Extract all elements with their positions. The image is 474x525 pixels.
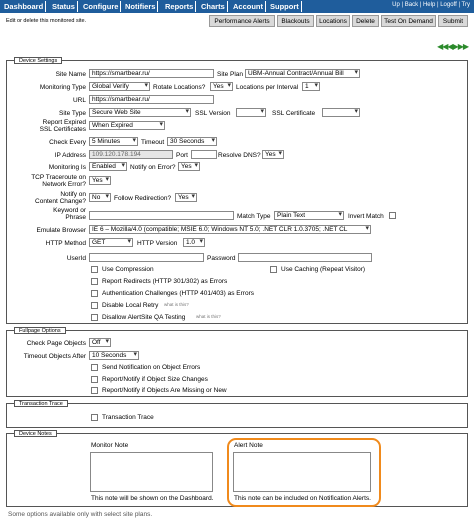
port-label: Port (176, 152, 188, 159)
resolve-dns-label: Resolve DNS? (218, 152, 261, 159)
tab-reports[interactable]: Reports (163, 1, 196, 12)
invert-match-label: Invert Match (348, 213, 384, 220)
report-size-checkbox[interactable] (91, 376, 98, 383)
disable-local-retry-label: Disable Local Retry (102, 302, 159, 309)
submit-button[interactable]: Submit (438, 15, 468, 27)
site-name-input[interactable]: https://smartbear.ru/ (89, 69, 214, 78)
locations-per-interval-label: Locations per Interval (236, 84, 299, 91)
tcp-traceroute-label-1: TCP Traceroute on (31, 174, 86, 181)
blackouts-button[interactable]: Blackouts (277, 15, 314, 27)
monitor-note-label: Monitor Note (91, 442, 129, 449)
notify-on-error-select[interactable]: Yes ▾ (178, 162, 200, 171)
monitoring-type-label: Monitoring Type (39, 84, 86, 91)
ssl-version-label: SSL Version (195, 110, 231, 117)
use-compression-label: Use Compression (102, 266, 154, 273)
keyword-label-1: Keyword or (53, 207, 86, 214)
rotate-locations-label: Rotate Locations? (153, 84, 206, 91)
disallow-qa-label: Disallow AlertSite QA Testing (102, 314, 186, 321)
send-notification-checkbox[interactable] (91, 364, 98, 371)
check-page-objects-label: Check Page Objects (26, 340, 86, 347)
alert-note-textarea[interactable] (233, 452, 371, 492)
url-input[interactable]: https://smartbear.ru/ (89, 95, 214, 104)
http-method-label: HTTP Method (45, 240, 86, 247)
site-name-label: Site Name (55, 71, 86, 78)
site-type-select[interactable]: Secure Web Site ▾ (89, 108, 191, 117)
follow-redirection-label: Follow Redirection? (114, 195, 172, 202)
notify-content-label-2: Content Change? (35, 198, 86, 205)
http-method-select[interactable]: GET ▾ (89, 238, 133, 247)
ssl-certificate-label: SSL Certificate (272, 110, 316, 117)
test-on-demand-button[interactable]: Test On Demand (381, 15, 436, 27)
tab-dashboard[interactable]: Dashboard (2, 1, 46, 12)
alert-note-hint: This note can be included on Notification Alerts. (234, 495, 371, 502)
ip-address-label: IP Address (54, 152, 86, 159)
http-version-label: HTTP Version (137, 240, 178, 247)
footer-note: Some options available only with select site plans. (8, 511, 153, 518)
use-caching-label: Use Caching (Repeat Visitor) (281, 266, 366, 273)
tcp-traceroute-select[interactable]: Yes ▾ (89, 176, 111, 185)
http-version-select[interactable]: 1.0 ▾ (183, 238, 205, 247)
page-hint: Edit or delete this monitored site. (6, 18, 87, 24)
keyword-input[interactable] (89, 211, 234, 220)
tab-account[interactable]: Account (231, 1, 266, 12)
delete-button[interactable]: Delete (352, 15, 379, 27)
tab-support[interactable]: Support (268, 1, 302, 12)
password-label: Password (207, 255, 236, 262)
report-expired-label-1: Report Expired (42, 119, 86, 126)
site-type-label: Site Type (59, 110, 86, 117)
send-notification-label: Send Notification on Object Errors (102, 364, 201, 371)
disable-local-retry-help-link[interactable]: what is this? (164, 302, 189, 307)
transaction-trace-section (6, 403, 468, 428)
password-input[interactable] (238, 253, 372, 262)
check-every-select[interactable]: 5 Minutes ▾ (89, 137, 138, 146)
invert-match-checkbox[interactable] (389, 212, 396, 219)
ip-address-input[interactable]: 109.120.178.194 (89, 150, 173, 159)
rotate-locations-select[interactable]: Yes ▾ (210, 82, 233, 91)
disallow-qa-checkbox[interactable] (91, 314, 98, 321)
userid-label: UserId (66, 255, 86, 262)
match-type-select[interactable]: Plain Text ▾ (274, 211, 344, 220)
report-missing-checkbox[interactable] (91, 387, 98, 394)
device-notes-label: Device Notes (14, 430, 57, 437)
alert-note-label: Alert Note (234, 442, 263, 449)
performance-alerts-button[interactable]: Performance Alerts (209, 15, 275, 27)
emulate-browser-label: Emulate Browser (36, 227, 86, 234)
disable-local-retry-checkbox[interactable] (91, 302, 98, 309)
locations-per-interval-select[interactable]: 1 ▾ (302, 82, 320, 91)
top-nav (0, 0, 474, 13)
timeout-objects-select[interactable]: 10 Seconds ▾ (89, 351, 139, 360)
top-links[interactable]: Up | Back | Help | Logoff | Try (392, 2, 470, 8)
timeout-objects-label: Timeout Objects After (23, 353, 86, 360)
keyword-label-2: Phrase (65, 214, 86, 221)
notify-content-label-1: Notify on (60, 191, 86, 198)
transaction-trace-label: Transaction Trace (102, 414, 154, 421)
report-size-label: Report/Notify if Object Size Changes (102, 376, 208, 383)
resolve-dns-select[interactable]: Yes ▾ (262, 150, 284, 159)
device-settings-label: Device Settings (14, 57, 62, 64)
emulate-browser-select[interactable]: IE 6 – Mozilla/4.0 (compatible; MSIE 6.0; Windows NT 5.0; .NET CLR 1.0.3705; .NET CL ▾ (89, 225, 371, 234)
auth-challenges-checkbox[interactable] (91, 290, 98, 297)
tab-notifiers[interactable]: Notifiers (123, 1, 158, 12)
userid-input[interactable] (89, 253, 204, 262)
report-redirects-checkbox[interactable] (91, 278, 98, 285)
use-caching-checkbox[interactable] (270, 266, 277, 273)
disallow-qa-help-link[interactable]: what is this? (196, 314, 221, 319)
port-input[interactable] (191, 150, 217, 159)
tcp-traceroute-label-2: Network Error? (42, 181, 86, 188)
report-missing-label: Report/Notify if Objects Are Missing or New (102, 387, 227, 394)
tab-configure[interactable]: Configure (81, 1, 121, 12)
site-plan-label: Site Plan (217, 71, 244, 78)
timeout-label: Timeout (141, 139, 165, 146)
check-page-objects-select[interactable]: Off ▾ (89, 338, 111, 347)
match-type-label: Match Type (237, 213, 271, 220)
ssl-certificate-select[interactable] (322, 108, 360, 117)
tab-status[interactable]: Status (50, 1, 78, 12)
notify-content-select[interactable]: No ▾ (89, 193, 111, 202)
monitoring-is-label: Monitoring Is (48, 164, 86, 171)
check-every-label: Check Every (49, 139, 86, 146)
monitoring-is-select[interactable]: Enabled ▾ (89, 162, 127, 171)
report-expired-label-2: SSL Certificates (39, 126, 86, 133)
monitor-note-textarea[interactable] (90, 452, 213, 492)
url-label: URL (72, 97, 86, 104)
monitor-note-hint: This note will be shown on the Dashboard. (91, 495, 214, 502)
report-redirects-label: Report Redirects (HTTP 301/302) as Errors (102, 278, 228, 285)
auth-challenges-label: Authentication Challenges (HTTP 401/403) as Errors (102, 290, 254, 297)
use-compression-checkbox[interactable] (91, 266, 98, 273)
report-expired-select[interactable]: When Expired ▾ (89, 121, 165, 130)
tab-charts[interactable]: Charts (199, 1, 228, 12)
notify-on-error-label: Notify on Error? (130, 164, 176, 171)
ssl-version-select[interactable] (236, 108, 266, 117)
timeout-select[interactable]: 30 Seconds ▾ (167, 137, 217, 146)
transaction-trace-checkbox[interactable] (91, 414, 98, 421)
transaction-trace-section-label: Transaction Trace (14, 400, 68, 407)
site-plan-select[interactable]: UBM-Annual Contract/Annual Bill ▾ (245, 69, 360, 78)
locations-button[interactable]: Locations (316, 15, 350, 27)
record-nav-arrows-icon[interactable]: ◀◀◀▶▶▶ (437, 42, 468, 51)
follow-redirection-select[interactable]: Yes ▾ (175, 193, 197, 202)
fullpage-options-label: Fullpage Options (14, 327, 66, 334)
monitoring-type-select[interactable]: Global Verify ▾ (89, 82, 150, 91)
